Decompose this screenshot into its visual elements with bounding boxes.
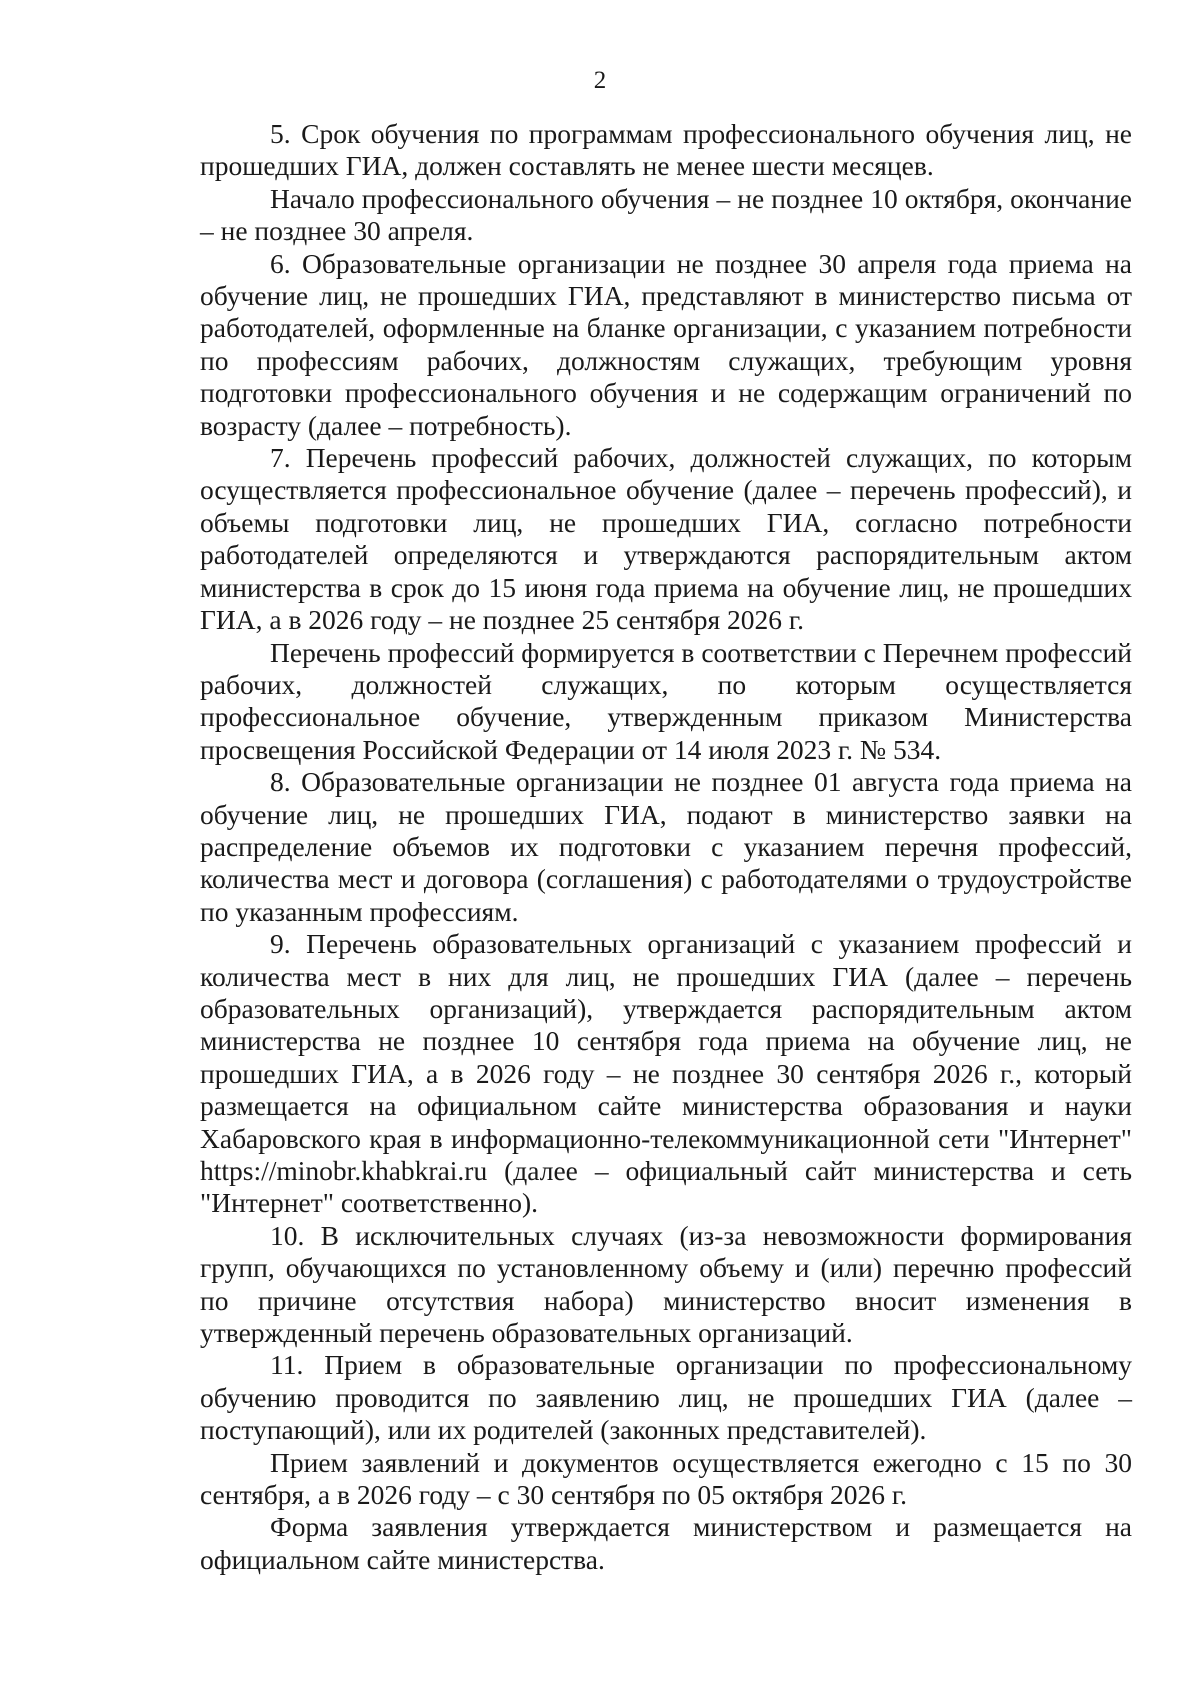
page-number: 2	[593, 67, 607, 94]
paragraph-7-list-basis: Перечень профессий формируется в соответствии с Перечнем профессий рабочих, должностей служащих, по которым осуществляется профессиональное обучение, утвержденным приказом Министерства просвещения Российской Федерации от 14 июля 2023 г. № 534.	[200, 636, 1132, 765]
paragraph-5-start-end: Начало профессионального обучения – не позднее 10 октября, окончание – не позднее 30 апреля.	[200, 182, 1132, 247]
paragraph-10: 10. В исключительных случаях (из-за невозможности формирования групп, обучающихся по установленному объему и (или) перечню профессий по причине отсутствия набора) министерство вносит изменения в утвержденный перечень образовательных организаций.	[200, 1219, 1132, 1349]
paragraph-5: 5. Срок обучения по программам профессионального обучения лиц, не прошедших ГИА, должен составлять не менее шести месяцев.	[200, 118, 1132, 182]
paragraph-9: 9. Перечень образовательных организаций с указанием профессий и количества мест в них для лиц, не прошедших ГИА (далее – перечень образовательных организаций), утверждается распорядительным актом министерства не позднее 10 сентября года приема на обучение лиц, не прошедших ГИА, а в 2026 году – не позднее 30 сентября 2026 г., который размещается на официальном сайте министерства образования и науки Хабаровского края в информационно-телекоммуникационной сети "Интернет" https://minobr.khabkrai.ru (далее – официальный сайт министерства и сеть "Интернет" соответственно).	[200, 928, 1132, 1219]
paragraph-7: 7. Перечень профессий рабочих, должностей служащих, по которым осуществляется профессиональное обучение (далее – перечень профессий), и объемы подготовки лиц, не прошедших ГИА, согласно потребности работодателей определяются и утверждаются распорядительным актом министерства в срок до 15 июня года приема на обучение лиц, не прошедших ГИА, а в 2026 году – не позднее 25 сентября 2026 г.	[200, 442, 1132, 636]
document-body	[200, 118, 1132, 1576]
paragraph-11-form: Форма заявления утверждается министерством и размещается на официальном сайте министерства.	[200, 1511, 1132, 1575]
paragraph-11: 11. Прием в образовательные организации по профессиональному обучению проводится по заявлению лиц, не прошедших ГИА (далее – поступающий), или их родителей (законных представителей).	[200, 1349, 1132, 1446]
paragraph-8: 8. Образовательные организации не позднее 01 августа года приема на обучение лиц, не прошедших ГИА, подают в министерство заявки на распределение объемов их подготовки с указанием перечня профессий, количества мест и договора (соглашения) с работодателями о трудоустройстве по указанным профессиям.	[200, 766, 1132, 927]
paragraph-6: 6. Образовательные организации не позднее 30 апреля года приема на обучение лиц, не прошедших ГИА, представляют в министерство письма от работодателей, оформленные на бланке организации, с указанием потребности по профессиям рабочих, должностям служащих, требующим уровня подготовки профессионального обучения и не содержащим ограничений по возрасту (далее – потребность).	[200, 247, 1132, 441]
paragraph-11-dates: Прием заявлений и документов осуществляется ежегодно с 15 по 30 сентября, а в 2026 году – с 30 сентября по 05 октября 2026 г.	[200, 1446, 1132, 1511]
